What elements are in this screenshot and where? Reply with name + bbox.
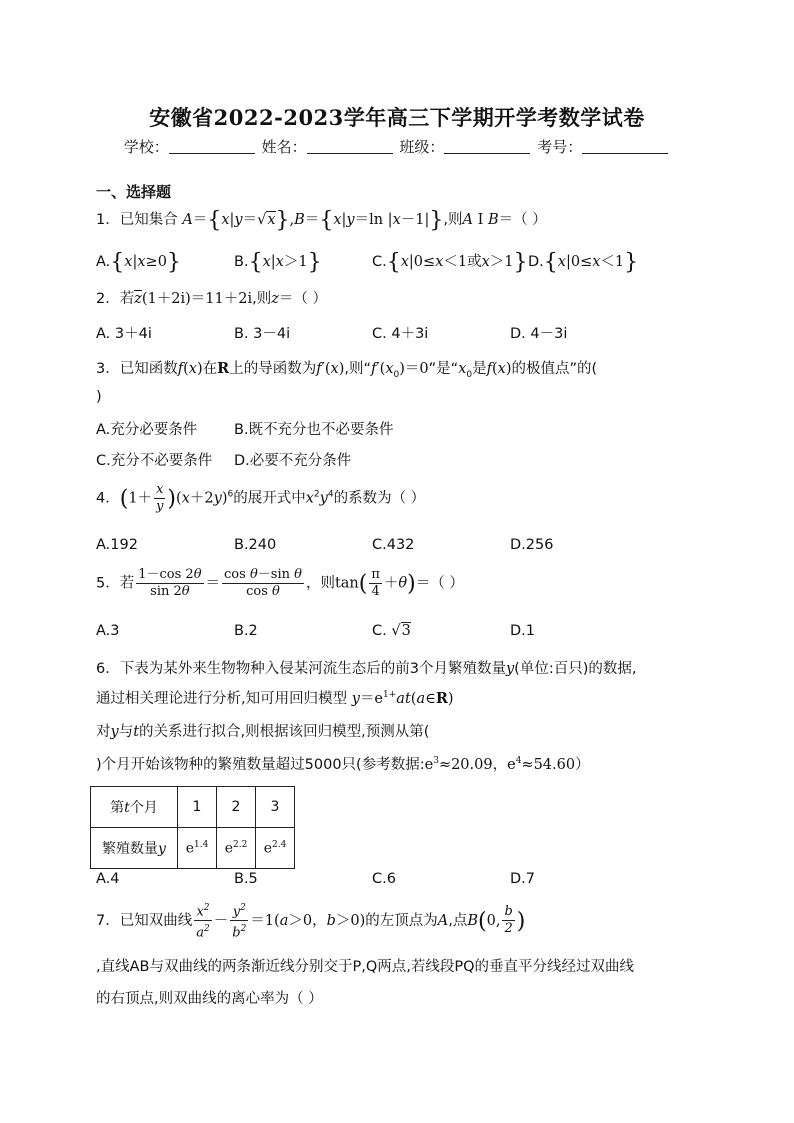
q6-option-c[interactable]: C.6 [372, 871, 396, 887]
q1-end: ＝（ ） [498, 212, 547, 228]
table-cell: $e^{1.4}$ [178, 828, 217, 869]
q1-set-a: A [182, 212, 193, 228]
table-cell: 3 [256, 787, 295, 828]
question-7-line-3: 的右顶点,则双曲线的离心率为（ ） [96, 991, 323, 1007]
q6-data-table [90, 786, 295, 869]
q2-prefix: 2．若 [96, 291, 135, 307]
q3-option-b[interactable]: B.既不充分也不必要条件 [234, 422, 394, 438]
q5-option-c[interactable]: C. √3 [372, 623, 411, 639]
q2-option-a[interactable]: A. 3＋4i [96, 326, 152, 342]
question-7-line-2: ,直线AB与双曲线的两条渐近线分别交于P,Q两点,若线段PQ的垂直平分线经过双曲线 [96, 959, 635, 975]
table-cell: $e^{2.2}$ [217, 828, 256, 869]
question-1: 1．已知集合 A＝{x|y＝√x},B＝{x|y＝ln |x－1|},则A I B＝（ ） [96, 208, 547, 233]
table-header-cell: 繁殖数量y [91, 828, 178, 869]
class-label: 班级： [399, 138, 445, 156]
q4-option-b[interactable]: B.240 [234, 537, 277, 553]
q5-option-b[interactable]: B.2 [234, 623, 258, 639]
table-cell: 2 [217, 787, 256, 828]
question-6-line-2: 通过相关理论进行分析,知可用回归模型 $y=e^{1+}at(a\in R)$ [96, 690, 454, 707]
q3-option-c[interactable]: C.充分不必要条件 [96, 453, 213, 469]
q2-option-b[interactable]: B. 3－4i [234, 326, 291, 342]
name-label: 姓名： [261, 138, 307, 156]
table-header-cell: 第t个月 [91, 787, 178, 828]
id-field[interactable] [582, 139, 668, 154]
q2-mid: ,则 [252, 291, 272, 307]
q4-option-d[interactable]: D.256 [510, 537, 554, 553]
school-field[interactable] [169, 139, 255, 154]
table-row [91, 787, 295, 828]
q1-mid: ,则 [443, 212, 463, 228]
question-6-line-1: 6．下表为某外来生物物种入侵某河流生态后的前3个月繁殖数量y(单位:百只)的数据, [96, 661, 637, 677]
class-field[interactable] [444, 139, 530, 154]
q6-option-a[interactable]: A.4 [96, 871, 120, 887]
table-cell: $e^{2.4}$ [256, 828, 295, 869]
q2-option-c[interactable]: C. 4＋3i [372, 326, 429, 342]
q2-end: （ ） [293, 291, 327, 307]
q1-prefix: 1．已知集合 [96, 212, 178, 228]
page-title: 安徽省2022-2023学年高三下学期开学考数学试卷 [149, 105, 645, 130]
q3-option-d[interactable]: D.必要不充分条件 [234, 453, 352, 469]
school-label: 学校： [123, 138, 169, 156]
question-2: 2．若$\overline{z}(1+2i)=11+2i$,则z＝（ ） [96, 291, 327, 307]
question-7-line-1: 7．已知双曲线 $\frac{x^2}{a^2}$ － $\frac{y^2}{b^2}$ ＝1(a＞0，b＞0)的左顶点为A,点B(0, $\frac{b}{2}$ ) [96, 900, 525, 942]
question-5: 5．若 $\frac{1-\cos 2\theta}{\sin 2\theta}$ ＝ $\frac{\text{cos θ－sin θ}}{\text{cos θ}}$ ，则tan( $\frac{\pi}{4}$ ＋θ)＝（ ） [96, 567, 464, 599]
q6-option-d[interactable]: D.7 [510, 871, 535, 887]
student-info-row [0, 136, 794, 157]
q6-option-b[interactable]: B.5 [234, 871, 258, 887]
q4-option-a[interactable]: A.192 [96, 537, 138, 553]
q1-option-b[interactable]: B.{x|x＞1} [234, 250, 322, 275]
q1-option-c[interactable]: C.{x|0≤x＜1或x＞1} [372, 250, 528, 275]
q1-option-d[interactable]: D.{x|0≤x＜1} [528, 250, 639, 275]
table-cell: 1 [178, 787, 217, 828]
q2-option-d[interactable]: D. 4－3i [510, 326, 568, 342]
q5-option-d[interactable]: D.1 [510, 623, 535, 639]
question-6-line-3: 对y与t的关系进行拟合,则根据该回归模型,预测从第( [96, 724, 430, 740]
question-3: 3．已知函数f(x)在R上的导函数为f′(x),则“$f'(x_0)=0$”是“$x_0$是f(x)的极值点”的( [96, 360, 598, 380]
name-field[interactable] [307, 139, 393, 154]
id-label: 考号： [537, 138, 583, 156]
q3-option-a[interactable]: A.充分必要条件 [96, 422, 198, 438]
table-row [91, 828, 295, 869]
question-6-line-4: )个月开始该物种的繁殖数量超过5000只(参考数据$:e^3\approx 20.09$，$e^4\approx 54.60$） [96, 756, 590, 773]
question-3-wrap: ) [96, 389, 102, 405]
q1-option-a[interactable]: A.{x|x≥0} [96, 250, 181, 275]
q5-option-a[interactable]: A.3 [96, 623, 120, 639]
question-4: 4．(1＋ $\frac{x}{y}$ )$(x+2y)^6$的展开式中$x^2y^4$的系数为（ ） [96, 482, 426, 514]
section-title: 一、选择题 [96, 183, 172, 201]
q4-option-c[interactable]: C.432 [372, 537, 415, 553]
